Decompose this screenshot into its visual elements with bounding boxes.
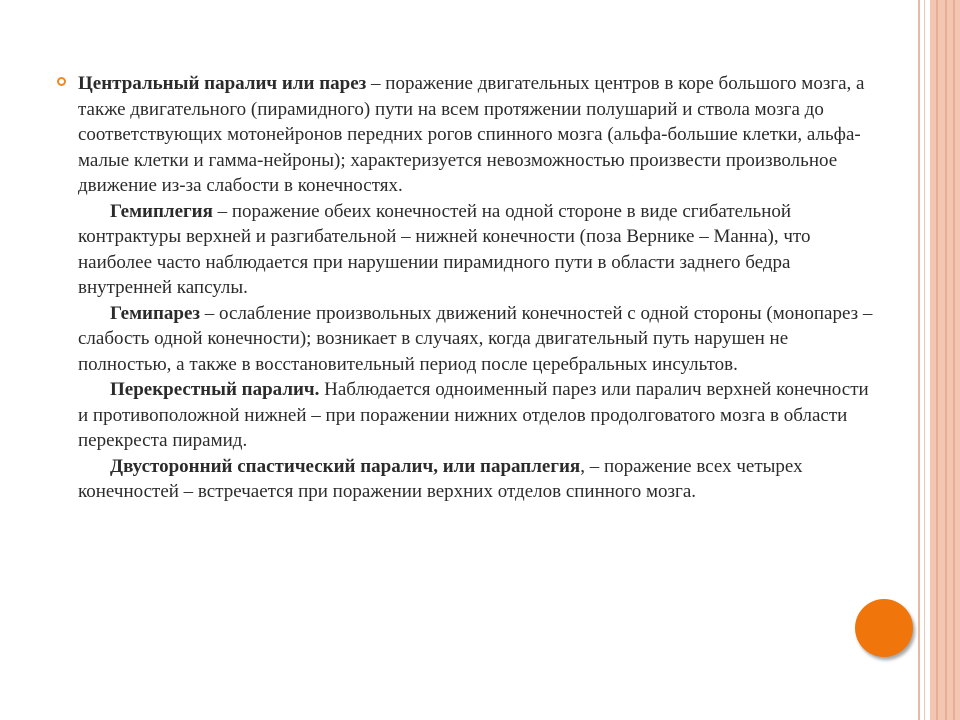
- orange-circle-button[interactable]: [855, 599, 913, 657]
- decorative-stripe: [918, 0, 920, 720]
- decorative-stripe: [945, 0, 947, 720]
- term-hemiplegia: Гемиплегия: [110, 200, 213, 222]
- bullet-icon: [57, 77, 66, 86]
- decorative-stripe: [936, 0, 938, 720]
- definition-cross-paralysis: Наблюдается одноименный парез или паралич верхней конечности и противоположной нижней – при поражении нижних отделов продолговатого мозга в области перекреста пирамид.: [78, 379, 869, 451]
- paragraph-hemiplegia: [78, 199, 878, 301]
- definition-paraplegia: , – поражение всех четырех конечностей – встречается при поражении верхних отделов спинного мозга.: [78, 455, 803, 502]
- slide-body-text: [78, 71, 878, 505]
- paragraph-central-paralysis: [78, 71, 878, 199]
- paragraph-hemiparesis: [78, 301, 878, 378]
- definition-hemiplegia: – поражение обеих конечностей на одной стороне в виде сгибательной контрактуры верхней и разгибательной – нижней конечности (поза Вернике – Манна), что наиболее часто наблюдается при нарушении пирамидного пути в области заднего бедра внутренней капсулы.: [78, 200, 811, 298]
- definition-hemiparesis: – ослабление произвольных движений конечностей с одной стороны (монопарез – слабость одной конечности); возникает в случаях, когда двигательный путь нарушен не полностью, а также в восстановительный период после церебральных инсультов.: [78, 302, 873, 375]
- paragraph-paraplegia: [78, 454, 878, 505]
- decorative-stripe: [924, 0, 925, 720]
- paragraph-cross-paralysis: [78, 377, 878, 454]
- decorative-stripe: [953, 0, 955, 720]
- term-paraplegia: Двусторонний спастический паралич, или параплегия: [110, 455, 581, 477]
- definition-central-paralysis: – поражение двигательных центров в коре большого мозга, а также двигательного (пирамидного) пути на всем протяжении полушарий и ствола мозга до соответствующих мотонейронов передних рогов спинного мозга (альфа-большие клетки, альфа-малые клетки и гамма-нейроны); характеризуется невозможностью произвести произвольное движение из-за слабости в конечностях.: [78, 73, 865, 196]
- term-central-paralysis: Центральный паралич или парез: [78, 73, 367, 94]
- term-hemiparesis: Гемипарез: [110, 302, 201, 324]
- term-cross-paralysis: Перекрестный паралич.: [110, 379, 320, 400]
